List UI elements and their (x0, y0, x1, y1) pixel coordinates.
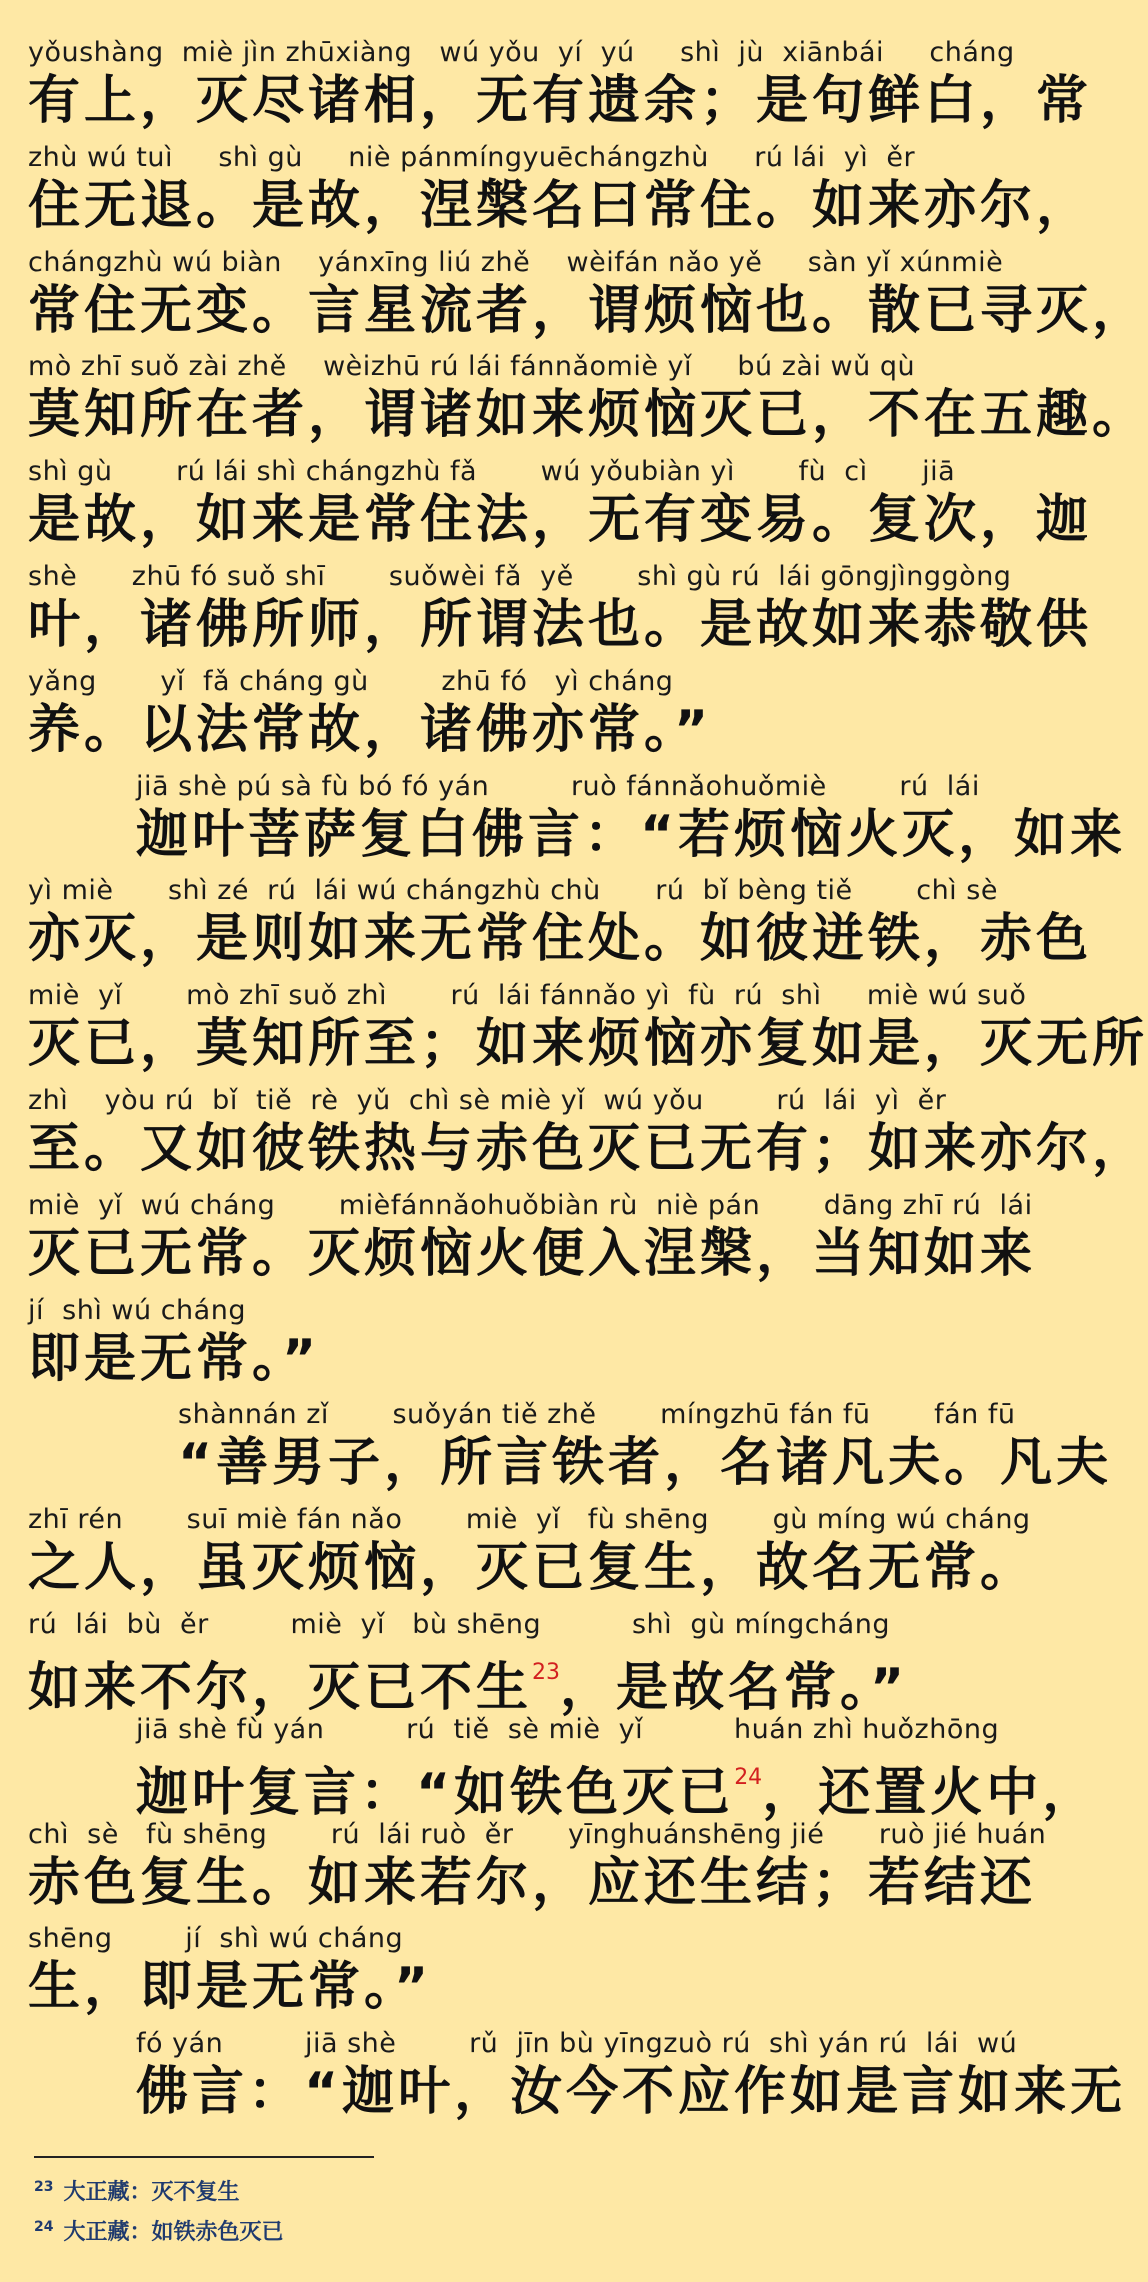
hanzi-text: 养。以法常故，诸佛亦常。” (28, 699, 713, 760)
hanzi-text: ，是故名常。” (560, 1657, 909, 1718)
hanzi-row (28, 1641, 1052, 1718)
pinyin-row: zhì yòu rú bǐ tiě rè yǔ chì sè miè yǐ wú yǒu rú lái yì ěr (28, 1084, 947, 1116)
hanzi-row (28, 698, 1052, 766)
text-line (28, 37, 1093, 142)
hanzi-row (136, 2060, 1127, 2128)
pinyin-row: shēng jí shì wú cháng (28, 1923, 404, 1955)
hanzi-text: 叶，诸佛所师，所谓法也。是故如来恭敬供 (28, 594, 1093, 655)
footnote-number: 24 (34, 2219, 54, 2235)
text-line (28, 1923, 1052, 2028)
hanzi-text: “善男子，所言铁者，名诸凡夫。凡夫 (178, 1433, 1113, 1494)
pinyin-row: miè yǐ wú cháng mièfánnǎohuǒbiàn rù niè pán dāng zhī rú lái (28, 1189, 1033, 1221)
hanzi-text: 生，即是无常。” (28, 1957, 433, 2018)
pinyin-row: shì gù rú lái shì chángzhù fǎ wú yǒubiàn yì fù cì jiā (28, 456, 956, 488)
hanzi-text: 莫知所在者，谓诸如来烦恼灭已，不在五趣。 (28, 385, 1148, 446)
hanzi-text: 如来不尔，灭已不生 (28, 1657, 533, 1718)
hanzi-row (28, 1327, 1052, 1395)
text-line (28, 2028, 1127, 2133)
footnote-item (34, 2170, 284, 2210)
hanzi-text: 佛言：“迦叶，汝今不应作如是言如来无 (136, 2062, 1127, 2123)
hanzi-text: 有上，灭尽诸相，无有遗余；是句鲜白，常 (28, 71, 1093, 131)
text-line (28, 770, 1127, 876)
hanzi-text: 赤色复生。如来若尔，应还生结；若结还 (28, 1852, 1037, 1913)
hanzi-row (28, 1012, 1148, 1080)
text-line (28, 1819, 1052, 1924)
hanzi-text: 灭已，莫知所至；如来烦恼亦复如是，灭无所 (28, 1014, 1148, 1075)
text-line (28, 1084, 1148, 1190)
hanzi-row (28, 279, 1148, 347)
hanzi-text: 即是无常。” (28, 1328, 321, 1389)
hanzi-row (28, 593, 1093, 661)
text-line (28, 1190, 1052, 1295)
text-line (28, 141, 1093, 247)
hanzi-text: ，还置火中， (762, 1762, 1099, 1823)
text-line (28, 1608, 1052, 1718)
text-line (28, 1713, 1099, 1823)
footnote-divider (34, 2156, 374, 2158)
hanzi-row (28, 383, 1148, 451)
hanzi-text: 住无退。是故，涅槃名曰常住。如来亦尔， (28, 175, 1093, 236)
hanzi-row (28, 907, 1093, 975)
hanzi-row (28, 1222, 1052, 1290)
text-body (28, 37, 1148, 2133)
hanzi-text: 之人，虽灭烦恼，灭已复生，故名无常。 (28, 1538, 1037, 1599)
pinyin-row: jiā shè fù yán rú tiě sè miè yǐ huán zhì huǒzhōng (136, 1713, 1000, 1745)
hanzi-row (28, 488, 1093, 556)
pinyin-row: chì sè fù shēng rú lái ruò ěr yīnghuánshēng jié ruò jié huán (28, 1818, 1047, 1850)
pinyin-row: mò zhī suǒ zài zhě wèizhū rú lái fánnǎomiè yǐ bú zài wǔ qù (28, 351, 916, 383)
pinyin-row: jí shì wú cháng (28, 1294, 246, 1326)
pinyin-row: fó yán jiā shè rǔ jīn bù yīngzuò rú shì yán rú lái wú (136, 2028, 1018, 2060)
hanzi-text: 常住无变。言星流者，谓烦恼也。散已寻灭， (28, 280, 1148, 341)
footnote-marker[interactable]: 23 (532, 1659, 561, 1685)
footnote-number: 23 (34, 2179, 54, 2195)
hanzi-text: 至。又如彼铁热与赤色灭已无有；如来亦尔， (28, 1118, 1148, 1179)
text-line (28, 1504, 1052, 1609)
footnote-text: 大正藏：灭不复生 (63, 2180, 240, 2205)
footnote-marker[interactable]: 24 (734, 1764, 763, 1790)
text-line (28, 666, 1052, 771)
text-line (28, 246, 1148, 352)
footnote-item (34, 2210, 284, 2250)
text-line (28, 456, 1093, 561)
text-line (28, 1295, 1052, 1400)
hanzi-text: 迦叶菩萨复白佛言：“若烦恼火灭，如来 (136, 804, 1127, 865)
pinyin-row: yǒushàng miè jìn zhūxiàng wú yǒu yí yú shì jù xiānbái cháng (28, 37, 1015, 68)
hanzi-row (28, 174, 1093, 242)
pinyin-row: shànnán zǐ suǒyán tiě zhě míngzhū fán fū fán fū (178, 1399, 1016, 1431)
hanzi-row (178, 1431, 1113, 1499)
hanzi-row (28, 1851, 1052, 1919)
pinyin-row: miè yǐ mò zhī suǒ zhì rú lái fánnǎo yì fù rú shì miè wú suǒ (28, 980, 1027, 1012)
hanzi-row (28, 1536, 1052, 1604)
text-line (28, 875, 1093, 980)
hanzi-text: 是故，如来是常住法，无有变易。复次，迦 (28, 490, 1093, 551)
pinyin-row: yì miè shì zé rú lái wú chángzhù chù rú bǐ bèng tiě chì sè (28, 875, 998, 907)
pinyin-row: zhī rén suī miè fán nǎo miè yǐ fù shēng gù míng wú cháng (28, 1504, 1031, 1536)
pinyin-row: rú lái bù ěr miè yǐ bù shēng shì gù míngcháng (28, 1608, 890, 1640)
pinyin-row: jiā shè pú sà fù bó fó yán ruò fánnǎohuǒmiè rú lái (136, 770, 980, 802)
hanzi-row (28, 69, 1093, 137)
hanzi-text: 灭已无常。灭烦恼火便入涅槃，当知如来 (28, 1223, 1037, 1284)
hanzi-row (28, 1955, 1052, 2023)
footnote-text: 大正藏：如铁赤色灭已 (63, 2220, 284, 2245)
text-line (28, 351, 1148, 456)
text-line (28, 980, 1148, 1085)
hanzi-text: 迦叶复言：“如铁色灭已 (136, 1762, 735, 1823)
pinyin-row: zhù wú tuì shì gù niè pánmíngyuēchángzhù rú lái yì ěr (28, 141, 916, 173)
hanzi-row (28, 1117, 1148, 1185)
footnotes (34, 2170, 284, 2250)
text-line (28, 1399, 1113, 1504)
text-line (28, 560, 1093, 666)
pinyin-row: chángzhù wú biàn yánxīng liú zhě wèifán nǎo yě sàn yǐ xúnmiè (28, 246, 1004, 278)
pinyin-row: yǎng yǐ fǎ cháng gù zhū fó yì cháng (28, 665, 674, 697)
hanzi-row (136, 803, 1127, 871)
hanzi-row (136, 1746, 1099, 1823)
pinyin-row: shè zhū fó suǒ shī suǒwèi fǎ yě shì gù rú lái gōngjìnggòng (28, 560, 1012, 592)
hanzi-text: 亦灭，是则如来无常住处。如彼迸铁，赤色 (28, 909, 1093, 970)
